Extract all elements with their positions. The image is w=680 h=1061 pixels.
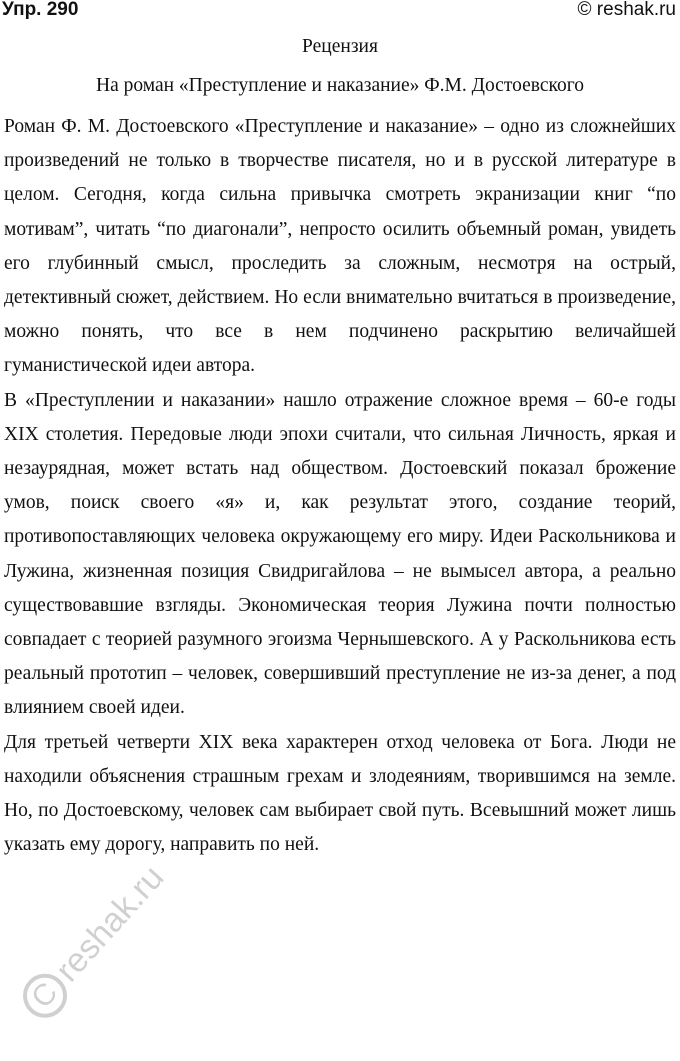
paragraph-1: Роман Ф. М. Достоевского «Преступление и наказание» – одно из сложнейших произведений не только в творчестве писателя, но и в русской литературе в целом. Сегодня, когда сильна привычка смотреть экранизации книг “по мотивам”, читать “по диагонали”, непросто осилить объемный роман, увидеть его глубинный смысл, проследить за сложным, несмотря на острый, детективный сюжет, действием. Но если внимательно вчитаться в произведение, можно понять, что все в нем подчинено раскрытию величайшей гуманистической идеи автора. <box>4 116 676 377</box>
watermark-text: reshak.ru <box>48 858 172 990</box>
exercise-number: Упр. 290 <box>2 0 79 20</box>
paragraph-3: Для третьей четверти XIX века характерен отход человека от Бога. Люди не находили объяснения страшным грехам и злодеяниям, творившимся на земле. Но, по Достоевскому, человек сам выбирает свой путь. Всевышний может лишь указать ему дорогу, направить по ней. <box>4 731 676 856</box>
document-body <box>4 110 676 862</box>
watermark <box>0 849 185 1061</box>
document-title: Рецензия <box>302 36 378 57</box>
document-subtitle: На роман «Преступление и наказание» Ф.М. Достоевского <box>96 75 584 96</box>
paragraph-2: В «Преступлении и наказании» нашло отражение сложное время – 60-е годы XIX столетия. Передовые люди эпохи считали, что сильная Личность, яркая и незаурядная, может встать над обществом. Достоевский показал брожение умов, поиск своего «я» и, как результат этого, создание теорий, противопоставляющих человека окружающему его миру. Идеи Раскольникова и Лужина, жизненная позиция Свидригайлова – не вымысел автора, а реально существовавшие взгляды. Экономическая теория Лужина почти полностью совпадает с теорией разумного эгоизма Чернышевского. А у Раскольникова есть реальный прототип – человек, совершивший преступление не из-за денег, а под влиянием своей идеи. <box>4 389 676 719</box>
copyright-icon: C <box>14 965 76 1027</box>
page-header <box>0 0 680 24</box>
site-copyright: © reshak.ru <box>577 0 676 20</box>
